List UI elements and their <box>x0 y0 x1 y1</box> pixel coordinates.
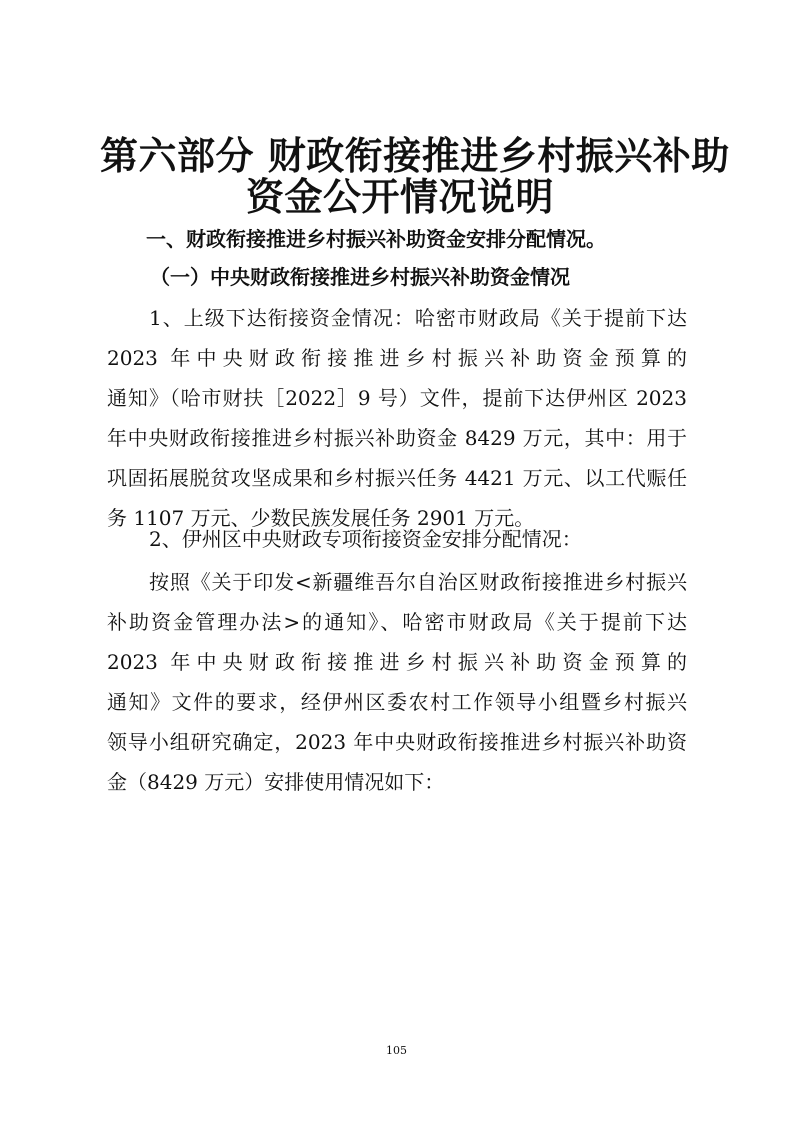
paragraph-line: 金（8429 万元）安排使用情况如下： <box>107 770 445 794</box>
document-title-line-1: 第六部分 财政衔接推进乡村振兴补助 <box>100 134 730 178</box>
paragraph-line: 补助资金管理办法>的通知》、哈密市财政局《关于提前下达 <box>107 610 687 634</box>
paragraph-line: 2023 年中央财政衔接推进乡村振兴补助资金预算的 <box>107 650 687 674</box>
paragraph-line: 按照《关于印发<新疆维吾尔自治区财政衔接推进乡村振兴 <box>149 570 687 594</box>
paragraph-allocation-heading <box>107 519 687 559</box>
subsection-heading: （一）中央财政衔接推进乡村振兴补助资金情况 <box>150 265 570 289</box>
paragraph-line: 巩固拓展脱贫攻坚成果和乡村振兴任务 4421 万元、以工代赈任 <box>107 466 687 490</box>
paragraph-allocation-details <box>107 562 687 802</box>
document-title-line-2: 资金公开情况说明 <box>245 175 554 219</box>
paragraph-line: 年中央财政衔接推进乡村振兴补助资金 8429 万元，其中：用于 <box>107 426 687 450</box>
paragraph-line: 1、上级下达衔接资金情况：哈密市财政局《关于提前下达 <box>149 306 687 330</box>
paragraph-line: 2、伊州区中央财政专项衔接资金安排分配情况： <box>149 527 582 551</box>
section-heading: 一、财政衔接推进乡村振兴补助资金安排分配情况。 <box>146 227 606 251</box>
paragraph-line: 2023 年中央财政衔接推进乡村振兴补助资金预算的 <box>107 346 687 370</box>
paragraph-upper-funds <box>107 298 687 538</box>
page-number: 105 <box>386 1044 407 1057</box>
paragraph-line: 务 1107 万元、少数民族发展任务 2901 万元。 <box>107 506 535 530</box>
paragraph-line: 通知》（哈市财扶［2022］9 号）文件，提前下达伊州区 2023 <box>107 386 687 410</box>
paragraph-line: 领导小组研究确定，2023 年中央财政衔接推进乡村振兴补助资 <box>107 730 687 754</box>
paragraph-line: 通知》文件的要求，经伊州区委农村工作领导小组暨乡村振兴 <box>107 690 687 714</box>
